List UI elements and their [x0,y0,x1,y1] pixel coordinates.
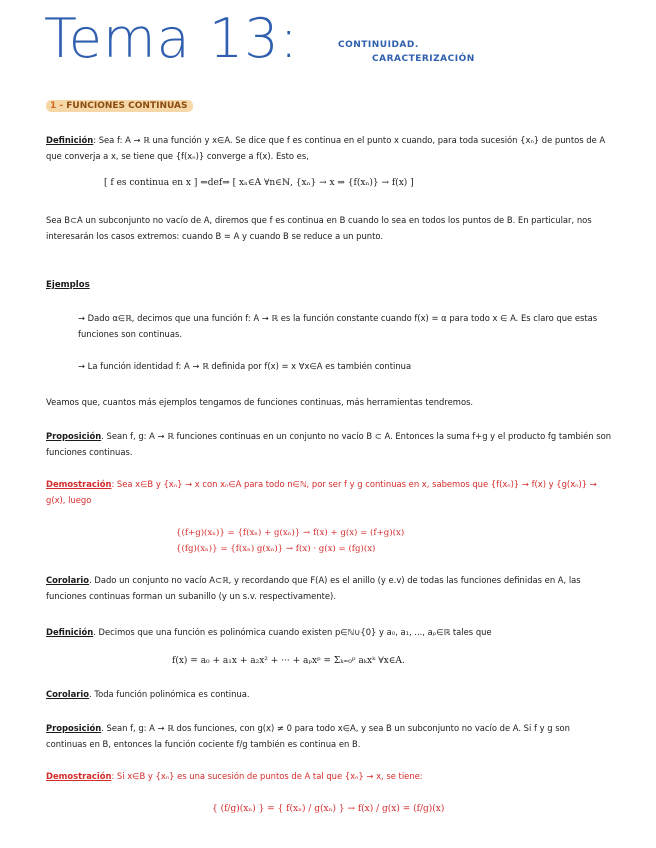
examples-heading: Ejemplos [46,280,90,290]
proposition-label: Proposición [46,723,102,733]
section-number: 1 - [50,101,64,111]
example-identity: → La función identidad f: A → ℝ definida por f(x) = x ∀x∈A es también continua [78,361,412,371]
definition-label: Definición [46,135,94,145]
page-title: Tema 13: [44,7,299,70]
continuity-formula: [ f es continua en x ] ⇐def⇒ [ xₙ∈A ∀n∈ℕ, {xₙ} → x ⇒ {f(xₙ)} → f(x) ] [104,178,414,188]
definition-polynomial [46,624,612,640]
definition-continuity [46,132,612,164]
demonstration-label: Demostración [46,771,112,781]
corollary-subring [46,572,612,604]
section-label: FUNCIONES CONTINUAS [66,101,188,111]
paragraph-tools: Veamos que, cuantos más ejemplos tengamos de funciones continuas, más herramientas tendremos. [46,397,474,407]
demonstration-label: Demostración [46,479,112,489]
definition-label: Definición [46,627,94,637]
quotient-formula: { (f/g)(xₙ) } = { f(xₙ) / g(xₙ) } → f(x) / g(x) = (f/g)(x) [212,804,445,814]
proposition-label: Proposición [46,431,102,441]
corollary-text: . Toda función polinómica es continua. [89,689,250,699]
proposition-text: . Sean f, g: A → ℝ funciones continuas en un conjunto no vacío B ⊂ A. Entonces la suma f+g y el producto fg también son funciones continuas. [46,431,611,457]
corollary-label: Corolario [46,689,90,699]
corollary-text: . Dado un conjunto no vacío A⊂ℝ, y recordando que F(A) es el anillo (y e.v) de todas las funciones definidas en A, las funciones continuas forman un subanillo (y un s.v. respectivamente). [46,575,581,601]
proposition-sum-product [46,428,612,460]
corollary-polynomial [46,686,612,702]
section-heading [46,100,193,112]
polynomial-formula: f(x) = a₀ + a₁x + a₂x² + ··· + aₚxᵖ = Σₖ₌₀ᵖ aₖxᵏ ∀x∈A. [172,656,405,666]
definition-text: . Decimos que una función es polinómica cuando existen p∈ℕ∪{0} y a₀, a₁, ..., aₚ∈ℝ tales que [93,627,492,637]
formula-product: {(fg)(xₙ)} = {f(xₙ) g(xₙ)} → f(x) · g(x) = (fg)(x) [176,544,376,554]
demonstration-text: : Sea x∈B y {xₙ} → x con xₙ∈A para todo n∈ℕ, por ser f y g continuas en x, sabemos que {f(xₙ)} → f(x) y {g(xₙ)} → g(x), luego [46,479,597,505]
subtitle-continuidad: CONTINUIDAD. [338,40,419,50]
subtitle-caracterizacion: CARACTERIZACIÓN [372,54,475,64]
demonstration-sum-product [46,476,612,508]
definition-text: : Sea f: A → ℝ una función y x∈A. Se dice que f es continua en el punto x cuando, para toda sucesión {xₙ} de puntos de A que converja a x, se tiene que {f(xₙ)} converge a f(x). Esto es, [46,135,606,161]
demonstration-text: : Si x∈B y {xₙ} es una sucesión de puntos de A tal que {xₙ} → x, se tiene: [111,771,423,781]
corollary-label: Corolario [46,575,90,585]
demonstration-quotient [46,768,612,784]
formula-sum: {(f+g)(xₙ)} = {f(xₙ) + g(xₙ)} → f(x) + g(x) = (f+g)(x) [176,528,405,538]
proposition-quotient [46,720,612,752]
paragraph-subset: Sea B⊂A un subconjunto no vacío de A, diremos que f es continua en B cuando lo sea en todos los puntos de B. En particular, nos interesarán los casos extremos: cuando B = A y cuando B se reduce a un punto. [46,215,592,241]
proposition-text: . Sean f, g: A → ℝ dos funciones, con g(x) ≠ 0 para todo x∈A, y sea B un subconjunto no vacío de A. Si f y g son continuas en B, entonces la función cociente f/g también es continua en B. [46,723,570,749]
example-constant: → Dado α∈ℝ, decimos que una función f: A → ℝ es la función constante cuando f(x) = α para todo x ∈ A. Es claro que estas funciones son continuas. [78,313,598,339]
